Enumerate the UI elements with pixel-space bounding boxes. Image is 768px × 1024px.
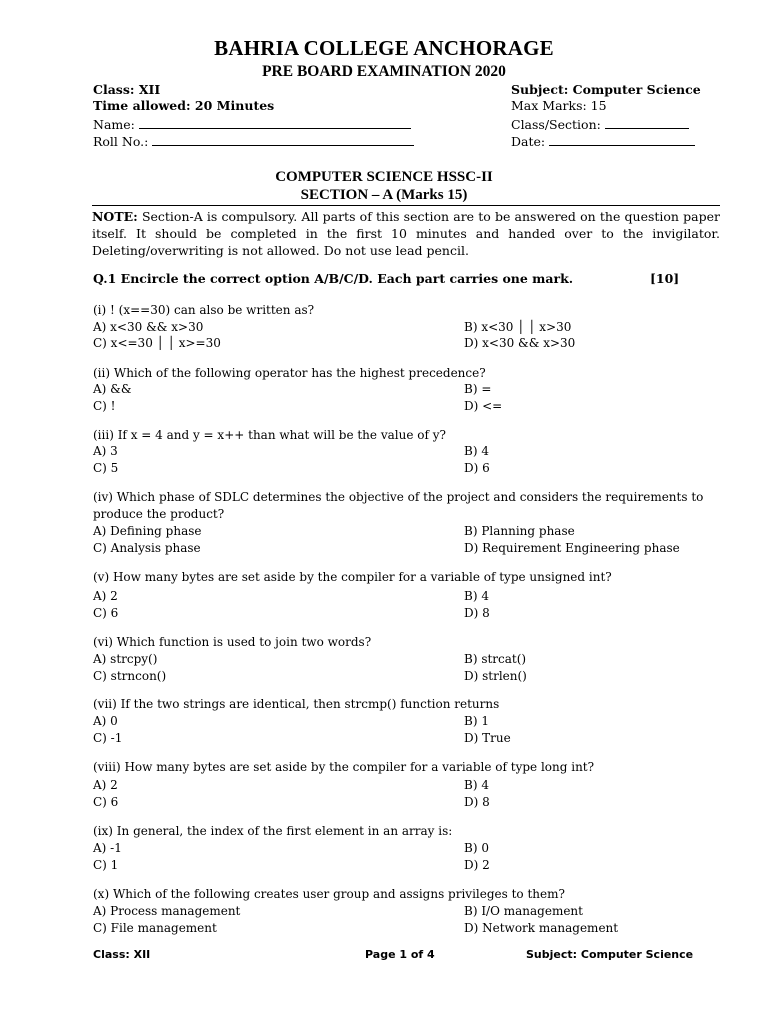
- footer-page-number: Page 1 of 4: [365, 948, 435, 961]
- mcq-question: (viii) How many bytes are set aside by the compiler for a variable of type long int?: [93, 760, 595, 774]
- mcq-option-b[interactable]: B) strcat(): [464, 652, 527, 666]
- mcq-option-c[interactable]: C) Analysis phase: [93, 541, 201, 555]
- mcq-question: (vi) Which function is used to join two words?: [93, 635, 372, 649]
- mcq-option-b[interactable]: B) I/O management: [464, 904, 583, 918]
- note-text: Section-A is compulsory. All parts of this section are to be answered on the question paper itself. It should be completed in the first 10 minutes and handed over to the invigilator. Deleting/overwriting is not allowed. Do not use lead pencil.: [92, 209, 720, 258]
- mcq-option-a[interactable]: A) 2: [93, 589, 118, 603]
- mcq-question: (ix) In general, the index of the first element in an array is:: [93, 824, 453, 838]
- roll-blank-line: [152, 132, 414, 146]
- mcq-option-d[interactable]: D) 6: [464, 461, 490, 475]
- mcq-option-c[interactable]: C) 1: [93, 858, 119, 872]
- name-blank-line: [139, 115, 411, 129]
- q1-instruction: Q.1 Encircle the correct option A/B/C/D. Each part carries one mark.: [93, 271, 574, 286]
- mcq-question: (v) How many bytes are set aside by the compiler for a variable of type unsigned int?: [93, 570, 612, 584]
- mcq-option-a[interactable]: A) -1: [93, 841, 122, 855]
- mcq-option-a[interactable]: A) Process management: [93, 904, 241, 918]
- mcq-option-b[interactable]: B) 4: [464, 778, 489, 792]
- class-section-blank-line: [605, 115, 689, 129]
- mcq-option-b[interactable]: B) 4: [464, 444, 489, 458]
- footer-subject: Subject: Computer Science: [526, 948, 694, 961]
- mcq-option-c[interactable]: C) 6: [93, 795, 119, 809]
- mcq-option-d[interactable]: D) strlen(): [464, 669, 527, 683]
- mcq-option-d[interactable]: D) x<30 && x>30: [464, 336, 576, 350]
- max-marks-label: Max Marks: 15: [511, 98, 607, 113]
- mcq-question: (ii) Which of the following operator has the highest precedence?: [93, 366, 486, 380]
- mcq-question: (iv) Which phase of SDLC determines the objective of the project and considers the requirements to: [93, 490, 704, 504]
- mcq-option-b[interactable]: B) x<30 │ │ x>30: [464, 320, 572, 334]
- note-label: NOTE:: [92, 209, 138, 224]
- mcq-option-b[interactable]: B) 0: [464, 841, 489, 855]
- mcq-option-a[interactable]: A) strcpy(): [93, 652, 158, 666]
- q1-marks: [10]: [650, 271, 680, 286]
- roll-label: Roll No.:: [93, 134, 149, 149]
- mcq-option-d[interactable]: D) True: [464, 731, 511, 745]
- name-label: Name:: [93, 117, 135, 132]
- time-allowed-label: Time allowed: 20 Minutes: [93, 98, 275, 113]
- class-label: Class: XII: [93, 82, 161, 97]
- date-label: Date:: [511, 134, 546, 149]
- mcq-option-d[interactable]: D) Requirement Engineering phase: [464, 541, 680, 555]
- mcq-option-b[interactable]: B) 4: [464, 589, 489, 603]
- mcq-question: (vii) If the two strings are identical, then strcmp() function returns: [93, 697, 500, 711]
- mcq-option-c[interactable]: C) !: [93, 399, 116, 413]
- mcq-option-d[interactable]: D) Network management: [464, 921, 619, 935]
- mcq-option-d[interactable]: D) 8: [464, 795, 490, 809]
- mcq-question: (i) ! (x==30) can also be written as?: [93, 303, 315, 317]
- mcq-option-a[interactable]: A) Defining phase: [93, 524, 202, 538]
- class-section-label: Class/Section:: [511, 117, 601, 132]
- mcq-question-continued: produce the product?: [93, 507, 225, 521]
- date-blank-line: [549, 132, 695, 146]
- mcq-option-a[interactable]: A) 3: [93, 444, 118, 458]
- note-paragraph: [92, 208, 720, 259]
- section-divider: [92, 205, 720, 206]
- date-field: [511, 132, 695, 149]
- section-title: COMPUTER SCIENCE HSSC-II: [275, 169, 493, 185]
- section-subtitle: SECTION – A (Marks 15): [300, 187, 468, 203]
- mcq-option-c[interactable]: C) strncon(): [93, 669, 167, 683]
- mcq-option-b[interactable]: B) 1: [464, 714, 489, 728]
- subject-label: Subject: Computer Science: [511, 82, 701, 97]
- mcq-option-a[interactable]: A) &&: [93, 382, 132, 396]
- roll-field: [93, 132, 414, 149]
- mcq-option-a[interactable]: A) 0: [93, 714, 118, 728]
- footer-class: Class: XII: [93, 948, 151, 961]
- mcq-option-d[interactable]: D) 2: [464, 858, 490, 872]
- mcq-option-c[interactable]: C) -1: [93, 731, 123, 745]
- mcq-option-c[interactable]: C) 6: [93, 606, 119, 620]
- mcq-option-a[interactable]: A) x<30 && x>30: [93, 320, 204, 334]
- class-section-field: [511, 115, 689, 132]
- college-title: BAHRIA COLLEGE ANCHORAGE: [214, 36, 554, 60]
- mcq-option-c[interactable]: C) x<=30 │ │ x>=30: [93, 336, 221, 350]
- mcq-option-d[interactable]: D) <=: [464, 399, 503, 413]
- mcq-option-c[interactable]: C) File management: [93, 921, 217, 935]
- mcq-option-d[interactable]: D) 8: [464, 606, 490, 620]
- mcq-option-b[interactable]: B) =: [464, 382, 492, 396]
- mcq-question: (iii) If x = 4 and y = x++ than what will be the value of y?: [93, 428, 446, 442]
- mcq-question: (x) Which of the following creates user group and assigns privileges to them?: [93, 887, 565, 901]
- mcq-option-c[interactable]: C) 5: [93, 461, 119, 475]
- mcq-option-a[interactable]: A) 2: [93, 778, 118, 792]
- name-field: [93, 115, 411, 132]
- mcq-option-b[interactable]: B) Planning phase: [464, 524, 575, 538]
- exam-title: PRE BOARD EXAMINATION 2020: [262, 63, 506, 80]
